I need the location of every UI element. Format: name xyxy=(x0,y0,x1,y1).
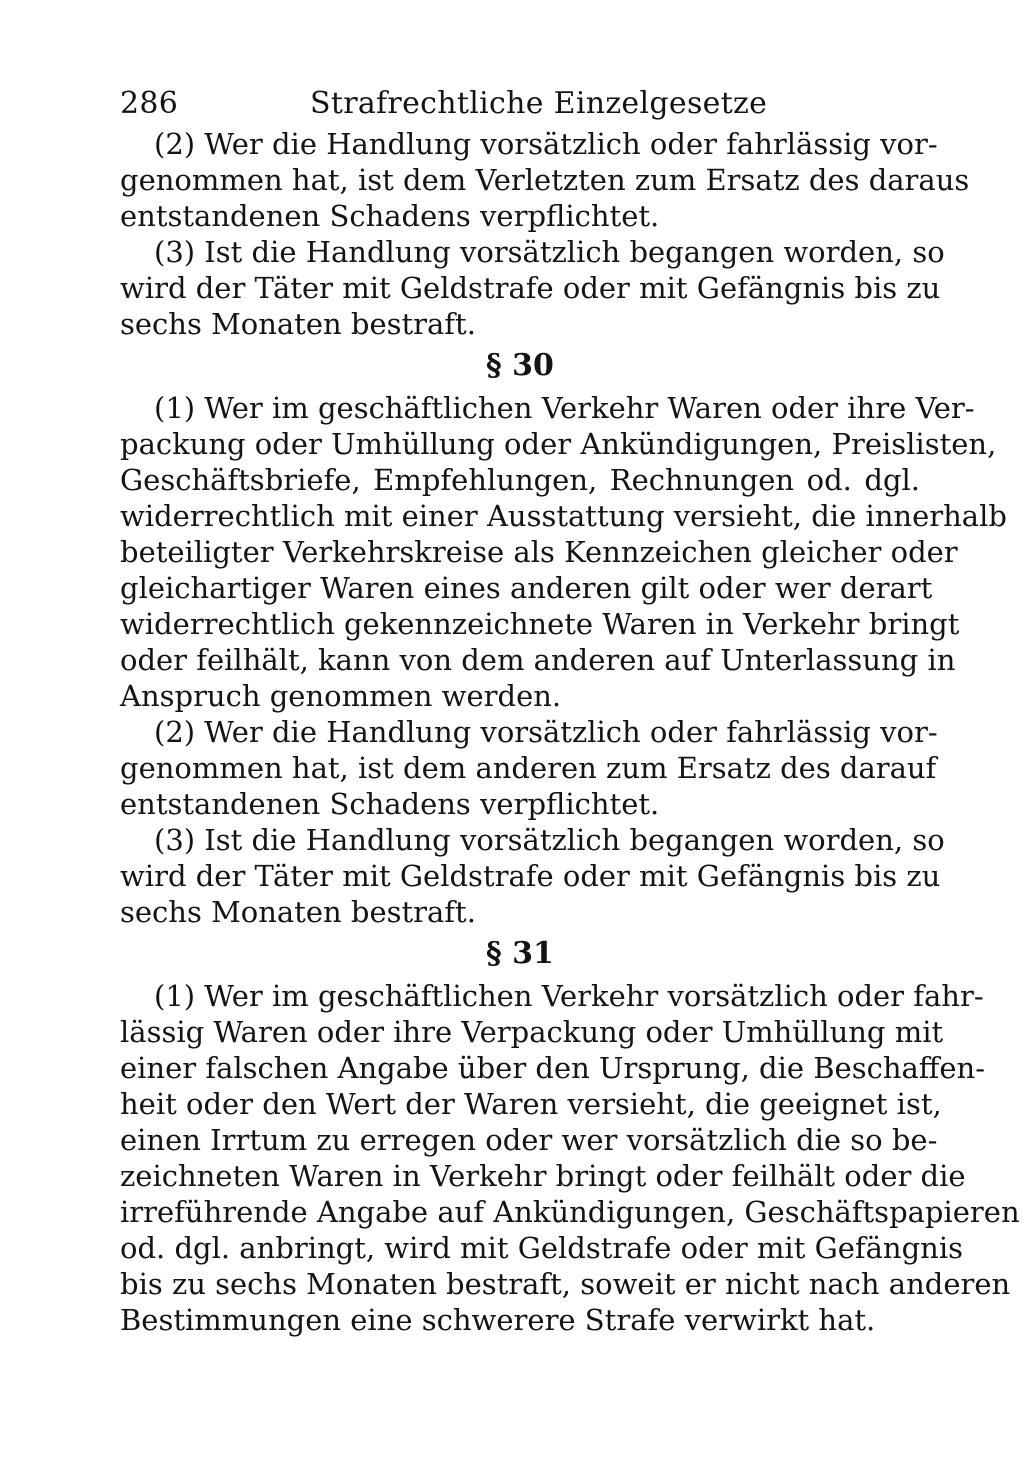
text-line: gleichartiger Waren eines anderen gilt oder wer derart xyxy=(120,571,933,605)
text-line: wird der Täter mit Geldstrafe oder mit Gefängnis bis zu xyxy=(120,859,941,893)
paragraph xyxy=(120,390,1007,714)
text-line: beteiligter Verkehrskreise als Kennzeichen gleicher oder xyxy=(120,535,958,569)
text-line: genommen hat, ist dem Verletzten zum Ersatz des daraus xyxy=(120,163,970,197)
text-line: wird der Täter mit Geldstrafe oder mit Gefängnis bis zu xyxy=(120,271,941,305)
text-line: Bestimmungen eine schwerere Strafe verwirkt hat. xyxy=(120,1303,876,1337)
text-line: bis zu sechs Monaten bestraft, soweit er nicht nach anderen xyxy=(120,1267,1011,1301)
text-line: sechs Monaten bestraft. xyxy=(120,895,476,929)
text-line: Geschäftsbriefe, Empfehlungen, Rechnungen od. dgl. xyxy=(120,463,920,497)
text-line: lässig Waren oder ihre Verpackung oder Umhüllung mit xyxy=(120,1015,944,1049)
text-line: genommen hat, ist dem anderen zum Ersatz des darauf xyxy=(120,751,937,785)
running-title: Strafrechtliche Einzelgesetze xyxy=(310,86,768,121)
text-line: Anspruch genommen werden. xyxy=(120,679,562,713)
text-line: (3) Ist die Handlung vorsätzlich begangen worden, so xyxy=(154,235,945,269)
section-heading: § 30 xyxy=(486,348,554,383)
text-line: zeichneten Waren in Verkehr bringt oder feilhält oder die xyxy=(120,1159,966,1193)
text-line: od. dgl. anbringt, wird mit Geldstrafe oder mit Gefängnis xyxy=(120,1231,963,1265)
paragraph xyxy=(120,714,938,822)
running-head xyxy=(120,82,920,126)
paragraph xyxy=(120,234,945,342)
paragraph xyxy=(120,978,1020,1338)
paragraph xyxy=(120,822,945,930)
page-number: 286 xyxy=(120,86,179,121)
text-line: irreführende Angabe auf Ankündigungen, Geschäftspapieren xyxy=(120,1195,1020,1229)
text-line: (1) Wer im geschäftlichen Verkehr Waren oder ihre Ver- xyxy=(154,391,975,425)
paragraph xyxy=(120,126,970,234)
section-heading: § 31 xyxy=(486,936,554,971)
text-line: (2) Wer die Handlung vorsätzlich oder fahrlässig vor- xyxy=(154,127,938,161)
text-line: entstandenen Schadens verpflichtet. xyxy=(120,199,660,233)
book-page xyxy=(120,82,1020,1338)
text-line: einer falschen Angabe über den Ursprung, die Beschaffen- xyxy=(120,1051,986,1085)
text-line: (2) Wer die Handlung vorsätzlich oder fahrlässig vor- xyxy=(154,715,938,749)
text-line: oder feilhält, kann von dem anderen auf Unterlassung in xyxy=(120,643,956,677)
text-line: widerrechtlich mit einer Ausstattung versieht, die innerhalb xyxy=(120,499,1007,533)
text-line: entstandenen Schadens verpflichtet. xyxy=(120,787,660,821)
text-line: widerrechtlich gekennzeichnete Waren in Verkehr bringt xyxy=(120,607,960,641)
text-line: (1) Wer im geschäftlichen Verkehr vorsätzlich oder fahr- xyxy=(154,979,984,1013)
text-line: sechs Monaten bestraft. xyxy=(120,307,476,341)
text-line: (3) Ist die Handlung vorsätzlich begangen worden, so xyxy=(154,823,945,857)
text-line: packung oder Umhüllung oder Ankündigungen, Preislisten, xyxy=(120,427,997,461)
text-line: heit oder den Wert der Waren versieht, die geeignet ist, xyxy=(120,1087,942,1121)
text-line: einen Irrtum zu erregen oder wer vorsätzlich die so be- xyxy=(120,1123,938,1157)
page-content xyxy=(120,126,1020,1338)
